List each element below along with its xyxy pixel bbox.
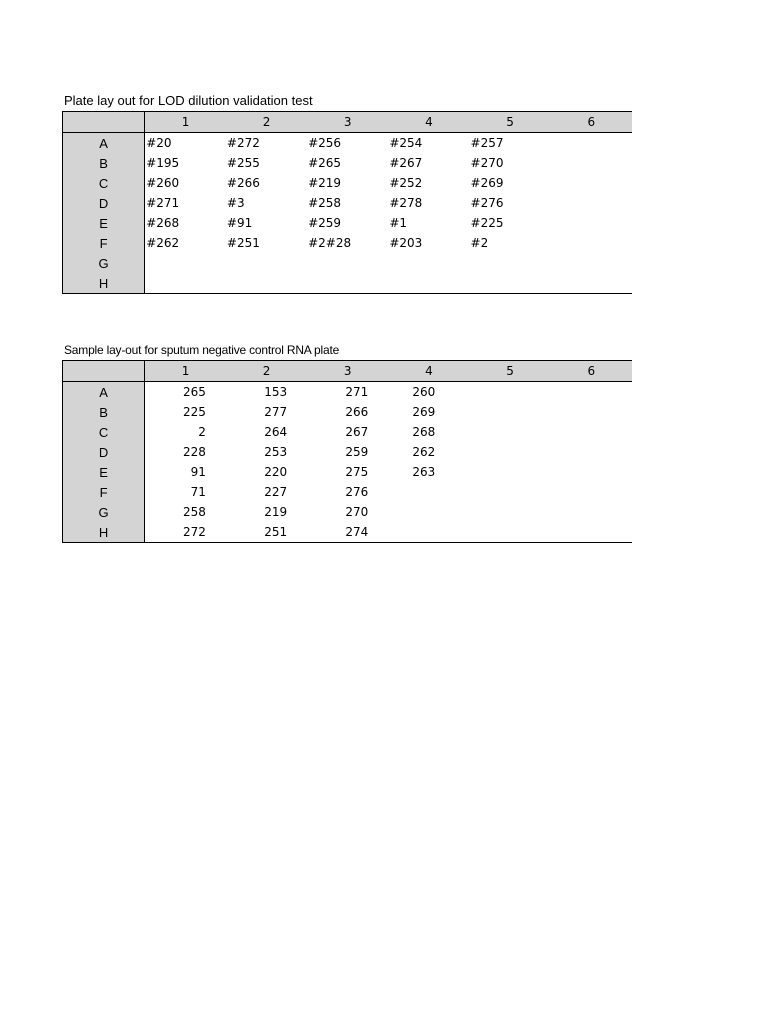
plate2-cell (551, 382, 632, 403)
table-row (63, 502, 633, 522)
plate1-cell (551, 133, 632, 154)
table-row (63, 273, 633, 294)
plate2-cell: 253 (264, 445, 288, 459)
plate1-cell: #260 (146, 176, 180, 190)
plate2-cell (470, 482, 551, 502)
plate2-cell: 270 (345, 505, 369, 519)
table-row (63, 173, 633, 193)
plate2-cell: 269 (412, 405, 436, 419)
plate2-cell (470, 462, 551, 482)
plate1-cell (551, 233, 632, 253)
plate2-cell: 271 (345, 385, 369, 399)
plate1-cell (388, 273, 469, 294)
plate1-corner-cell (63, 112, 145, 133)
plate1-cell: #257 (470, 136, 504, 150)
table-row (63, 522, 633, 543)
plate1-cell: #225 (470, 216, 504, 230)
table-row (63, 402, 633, 422)
plate1-cell (226, 253, 307, 273)
plate2-cell: 263 (412, 465, 436, 479)
table-row (63, 233, 633, 253)
plate2-cell: 260 (412, 385, 436, 399)
plate2-cell: 265 (183, 385, 206, 399)
plate2-cell (551, 482, 632, 502)
plate1-cell: #2#28 (308, 236, 352, 250)
plate1-column-header-4: 4 (388, 112, 469, 133)
table-row (63, 253, 633, 273)
plate2-header-row (63, 361, 633, 382)
plate2-row-label: E (63, 462, 145, 482)
plate2-column-header-6: 6 (551, 361, 632, 382)
plate1-cell: #270 (470, 156, 504, 170)
plate1-column-header-6: 6 (551, 112, 632, 133)
plate2-cell: 276 (345, 485, 369, 499)
plate1-column-header-3: 3 (307, 112, 388, 133)
table-row (63, 193, 633, 213)
plate2-column-header-5: 5 (470, 361, 551, 382)
plate1-cell (470, 253, 551, 273)
table-row (63, 422, 633, 442)
plate2-cell (551, 442, 632, 462)
plate1-cell (551, 193, 632, 213)
plate1-cell: #20 (146, 136, 172, 150)
plate2-cell (470, 402, 551, 422)
plate2-cell: 264 (264, 425, 288, 439)
plate2-cell (388, 482, 469, 502)
plate2-cell: 262 (412, 445, 436, 459)
plate1-row-label: C (63, 173, 145, 193)
plate1-cell: #258 (308, 196, 342, 210)
plate2-row-label: C (63, 422, 145, 442)
plate2-row-label: F (63, 482, 145, 502)
plate2-cell (470, 502, 551, 522)
plate2-cell (551, 402, 632, 422)
plate2-corner-cell (63, 361, 145, 382)
plate1-cell: #254 (389, 136, 423, 150)
plate1-row-label: G (63, 253, 145, 273)
plate2-cell: 259 (345, 445, 369, 459)
plate2-row-label: G (63, 502, 145, 522)
plate1-cell (226, 273, 307, 294)
plate1-cell (551, 273, 632, 294)
plate1-row-label: F (63, 233, 145, 253)
plate2-cell: 274 (307, 522, 388, 543)
plate1-cell: #268 (146, 216, 180, 230)
plate2-cell: 228 (183, 445, 206, 459)
table-row (63, 442, 633, 462)
plate1-row-label: A (63, 133, 145, 154)
plate2-cell: 153 (264, 385, 288, 399)
table-row (63, 382, 633, 403)
plate2-cell: 91 (190, 465, 206, 479)
plate1-cell (551, 253, 632, 273)
plate1-cell: #251 (226, 236, 260, 250)
plate1-row-label: H (63, 273, 145, 294)
plate2-cell (470, 522, 551, 543)
plate1-cell: #271 (146, 196, 180, 210)
plate1-cell: #276 (470, 196, 504, 210)
plate1-cell: #278 (389, 196, 423, 210)
plate2-column-header-4: 4 (388, 361, 469, 382)
table-row (63, 153, 633, 173)
plate1-cell: #272 (226, 136, 260, 150)
plate2-cell (551, 522, 632, 543)
plate1-column-header-2: 2 (226, 112, 307, 133)
plate1-header-row (63, 112, 633, 133)
plate2-cell (470, 442, 551, 462)
plate1-row-label: B (63, 153, 145, 173)
plate1-cell: #259 (308, 216, 342, 230)
plate2-cell: 220 (264, 465, 288, 479)
plate1-cell: #219 (308, 176, 342, 190)
plate1-cell (551, 153, 632, 173)
plate2-cell: 71 (190, 485, 206, 499)
plate2-cell: 266 (345, 405, 369, 419)
plate2-column-header-2: 2 (226, 361, 307, 382)
plate2-row-label: A (63, 382, 145, 403)
plate1-cell (551, 173, 632, 193)
plate2-cell: 2 (198, 425, 206, 439)
plate2-cell (470, 382, 551, 403)
plate2-cell: 251 (226, 522, 307, 543)
table-row (63, 482, 633, 502)
plate2-cell (470, 422, 551, 442)
plate1-cell: #266 (226, 176, 260, 190)
plate2-column-header-3: 3 (307, 361, 388, 382)
plate2-cell: 268 (412, 425, 436, 439)
plate1-cell: #262 (146, 236, 180, 250)
plate2-row-label: H (63, 522, 145, 543)
plate1-title: Plate lay out for LOD dilution validation test (64, 93, 313, 108)
table-row (63, 213, 633, 233)
plate1-cell: #195 (146, 156, 180, 170)
plate2-cell (388, 522, 469, 543)
plate1-cell: #3 (226, 196, 245, 210)
plate1-cell (388, 253, 469, 273)
plate1-cell: #265 (308, 156, 342, 170)
table-row (63, 133, 633, 154)
plate2-row-label: B (63, 402, 145, 422)
plate1-cell (551, 213, 632, 233)
plate2-table (62, 360, 632, 543)
plate1-table (62, 111, 632, 294)
plate2-cell: 275 (345, 465, 369, 479)
plate1-cell: #203 (389, 236, 423, 250)
plate2-cell: 267 (345, 425, 369, 439)
plate1-cell: #2 (470, 236, 489, 250)
plate1-cell (470, 273, 551, 294)
plate1-column-header-5: 5 (470, 112, 551, 133)
table-row (63, 462, 633, 482)
plate1-cell: #1 (389, 216, 408, 230)
plate1-cell (307, 273, 388, 294)
plate1-cell: #269 (470, 176, 504, 190)
plate1-cell: #256 (308, 136, 342, 150)
plate1-cell: #267 (389, 156, 423, 170)
plate2-cell (551, 502, 632, 522)
plate1-row-label: E (63, 213, 145, 233)
plate1-column-header-1: 1 (145, 112, 226, 133)
plate1-cell: #255 (226, 156, 260, 170)
plate2-cell: 219 (264, 505, 288, 519)
plate2-cell: 277 (264, 405, 288, 419)
plate1-cell (145, 253, 226, 273)
plate2-cell (551, 462, 632, 482)
plate2-title: Sample lay-out for sputum negative control RNA plate (64, 343, 340, 357)
plate1-cell (145, 273, 226, 294)
plate1-cell: #91 (226, 216, 253, 230)
plate1-cell: #252 (389, 176, 423, 190)
plate1-cell (307, 253, 388, 273)
plate2-cell (551, 422, 632, 442)
plate2-cell: 227 (264, 485, 288, 499)
plate2-cell: 272 (145, 522, 226, 543)
plate2-cell: 258 (183, 505, 206, 519)
plate1-row-label: D (63, 193, 145, 213)
plate2-cell (388, 502, 469, 522)
plate2-column-header-1: 1 (145, 361, 226, 382)
plate2-row-label: D (63, 442, 145, 462)
plate2-cell: 225 (183, 405, 206, 419)
